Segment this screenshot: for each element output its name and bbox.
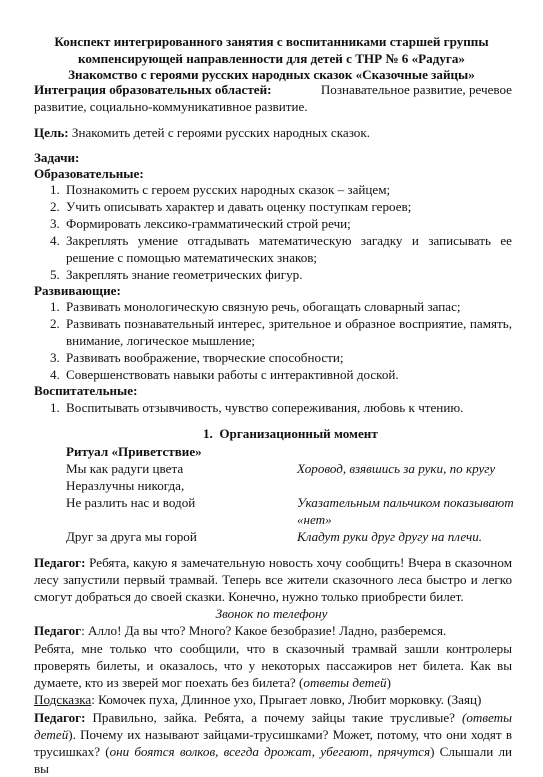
teacher-p3-line-1: Ребята, мне только что сообщили, что в сказочный трамвай зашли контролеры bbox=[34, 641, 512, 656]
teacher-p4-line3-text-a: трусишках? ( bbox=[34, 744, 110, 759]
integration-text-1: Познавательное развитие, речевое bbox=[320, 82, 512, 97]
teacher-p4-line-1 bbox=[34, 709, 512, 726]
educational-heading: Образовательные: bbox=[34, 166, 144, 181]
teacher-p1-line-3: смогут добраться до своей сказки. Конечно, нужно только приобрести билет. bbox=[34, 589, 464, 604]
dev-item-1-number: 1. bbox=[50, 299, 60, 314]
dev-item-3: Развивать воображение, творческие способности; bbox=[66, 350, 344, 365]
dev-item-2-line-1: Развивать познавательный интерес, зрительное и образное восприятие, память, bbox=[66, 316, 512, 331]
ritual-left-5: Друг за друга мы горой bbox=[66, 529, 197, 544]
goal-text: Знакомить детей с героями русских народных сказок. bbox=[71, 125, 370, 140]
teacher-label-1: Педагог: bbox=[34, 555, 86, 570]
teacher-p3-text-b: ) bbox=[386, 675, 391, 690]
edu-item-2-number: 2. bbox=[50, 199, 60, 214]
teacher-p4-line-3 bbox=[34, 743, 512, 777]
teacher-p2-line bbox=[34, 622, 446, 639]
upb-item-1-number: 1. bbox=[50, 400, 60, 415]
edu-item-5-number: 5. bbox=[50, 267, 60, 282]
teacher-label-4: Педагог: bbox=[34, 710, 86, 725]
ritual-left-2: Неразлучны никогда, bbox=[66, 478, 185, 493]
edu-item-3-number: 3. bbox=[50, 216, 60, 231]
section-1-number: 1. bbox=[203, 426, 213, 441]
edu-item-1: Познакомить с героем русских народных сказок – зайцем; bbox=[66, 182, 391, 197]
ritual-right-3: Указательным пальчиком показывают bbox=[297, 495, 514, 510]
phone-call-note: Звонок по телефону bbox=[215, 606, 328, 621]
teacher-p1-line-1 bbox=[34, 554, 512, 571]
section-1-title: Организационный момент bbox=[219, 426, 378, 441]
integration-paragraph bbox=[34, 81, 512, 98]
teacher-p3-line-2: проверять билеты, и оказалось, что у некоторых пассажиров нет билета. Как вы bbox=[34, 658, 512, 673]
teacher-p4-text-a: Правильно, зайка. Ребята, а почему зайцы такие трусливые? bbox=[92, 710, 455, 725]
integration-label: Интеграция образовательных областей: bbox=[34, 82, 272, 97]
teacher-p3-text-a: думаете, кто из зверей мог поехать без билета? ( bbox=[34, 675, 304, 690]
ritual-left-3: Не разлить нас и водой bbox=[66, 495, 196, 510]
developing-heading: Развивающие: bbox=[34, 283, 121, 298]
ritual-right-4: «нет» bbox=[297, 512, 332, 527]
hint-label: Подсказка bbox=[34, 692, 92, 707]
edu-item-4-line-1: Закреплять умение отгадывать математическую загадку и записывать ее bbox=[66, 233, 512, 248]
dev-item-1: Развивать монологическую связную речь, обогащать словарный запас; bbox=[66, 299, 461, 314]
teacher-p3-line-3 bbox=[34, 674, 391, 691]
dev-item-2-line-2: внимание, логическое мышление; bbox=[66, 333, 256, 348]
teacher-p4-text-italic: (ответы bbox=[461, 710, 512, 725]
ritual-right-5: Кладут руки друг другу на плечи. bbox=[297, 529, 483, 544]
teacher-label-2: Педагог bbox=[34, 623, 82, 638]
hint-line bbox=[34, 691, 481, 708]
dev-item-3-number: 3. bbox=[50, 350, 60, 365]
teacher-p3-text-italic: ответы детей bbox=[303, 675, 387, 690]
edu-item-2: Учить описывать характер и давать оценку поступкам героев; bbox=[66, 199, 412, 214]
title-line-2: компенсирующей направленности для детей с ТНР № 6 «Радуга» bbox=[78, 51, 465, 66]
dev-item-4: Совершенствовать навыки работы с интерактивной доской. bbox=[66, 367, 399, 382]
edu-item-5: Закреплять знание геометрических фигур. bbox=[66, 267, 303, 282]
title-line-3: Знакомство с героями русских народных сказок «Сказочные зайцы» bbox=[68, 67, 475, 82]
teacher-p4-line-2 bbox=[34, 726, 512, 743]
teacher-p4-line2-italic: детей bbox=[34, 727, 69, 742]
ritual-right-1: Хоровод, взявшись за руки, по кругу bbox=[297, 461, 496, 476]
teacher-p1-text-1: Ребята, какую я замечательную новость хочу сообщить! Вчера в сказочном bbox=[89, 555, 512, 570]
section-1-heading bbox=[203, 425, 378, 442]
title-line-1: Конспект интегрированного занятия с воспитанниками старшей группы bbox=[54, 34, 489, 49]
edu-item-4-number: 4. bbox=[50, 233, 60, 248]
integration-text-2: развитие, социально-коммуникативное развитие. bbox=[34, 99, 308, 114]
hint-text: : Комочек пуха, Длинное ухо, Прыгает ловко, Любит морковку. (Заяц) bbox=[91, 692, 482, 707]
upb-item-1: Воспитывать отзывчивость, чувство сопереживания, любовь к чтению. bbox=[66, 400, 464, 415]
ritual-title: Ритуал «Приветствие» bbox=[66, 444, 202, 459]
teacher-p4-line2-text: ). Почему их называют зайцами-трусишками? Может, потому, что они ходят в bbox=[68, 727, 512, 742]
tasks-heading: Задачи: bbox=[34, 150, 80, 165]
ritual-left-1: Мы как радуги цвета bbox=[66, 461, 184, 476]
teacher-p2-text: : Алло! Да вы что? Много? Какое безобразие! Ладно, разберемся. bbox=[81, 623, 447, 638]
teacher-p4-line3-text-b: ) Слышали ли вы bbox=[34, 744, 512, 776]
teacher-p4-line3-italic: они боятся волков, всегда дрожат, убегают, прячутся bbox=[109, 744, 431, 759]
edu-item-3: Формировать лексико-грамматический строй речи; bbox=[66, 216, 351, 231]
edu-item-4-line-2: решение с помощью математических знаков; bbox=[66, 250, 318, 265]
dev-item-4-number: 4. bbox=[50, 367, 60, 382]
goal-label: Цель: bbox=[34, 125, 69, 140]
goal-paragraph bbox=[34, 124, 370, 141]
upbringing-heading: Воспитательные: bbox=[34, 383, 138, 398]
dev-item-2-number: 2. bbox=[50, 316, 60, 331]
teacher-p1-line-2: лесу запустили первый трамвай. Теперь все жители сказочного леса быстро и легко bbox=[34, 572, 512, 587]
edu-item-1-number: 1. bbox=[50, 182, 60, 197]
